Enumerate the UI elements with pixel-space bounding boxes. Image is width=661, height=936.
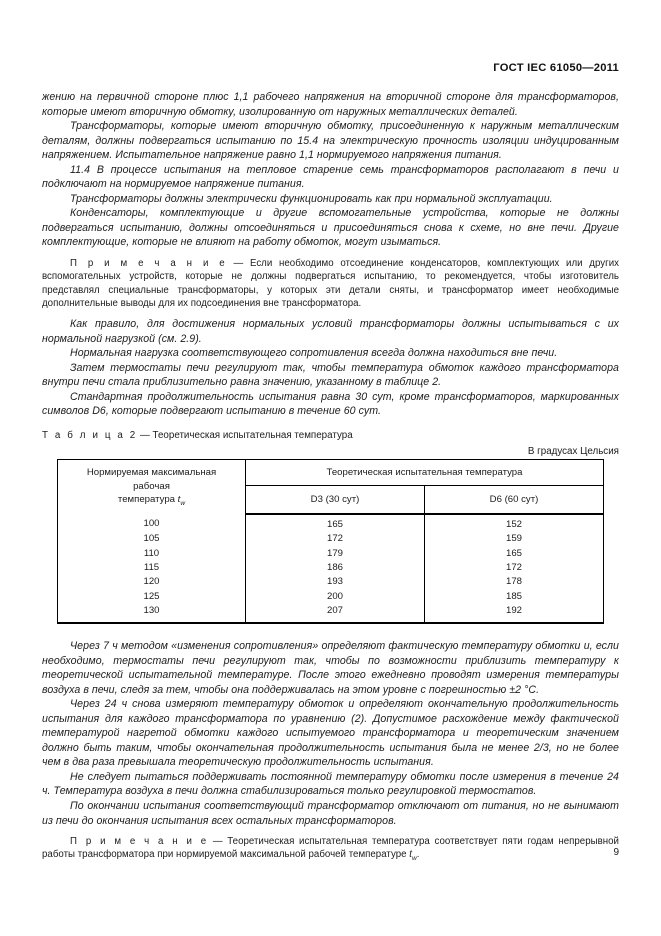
- table-caption-label: Т а б л и ц а 2: [42, 430, 138, 441]
- table-caption-text: — Теоретическая испытательная температура: [137, 430, 353, 441]
- note-label: П р и м е ч а н и е: [70, 836, 209, 848]
- table-units-note: В градусах Цельсия: [527, 446, 619, 457]
- paragraph-standard-duration: Стандартная продолжительность испытания равна 30 сут, кроме трансформаторов, маркированных символов D6, которые подвергают испытанию в течение 60 сут.: [42, 390, 619, 418]
- table-row: [58, 547, 604, 561]
- document-running-header: [42, 62, 619, 74]
- spacer: [42, 828, 619, 835]
- paragraph-thermostats: Затем термостаты печи регулируют так, чтобы температура обмоток каждого трансформатора внутри печи стала приблизительно равна значению, указанному в таблице 2.: [42, 361, 619, 389]
- cell-d6: 159: [425, 532, 604, 546]
- column-header-line1: Нормируемая максимальная рабочая: [86, 467, 217, 492]
- paragraph-capacitors: Конденсаторы, комплектующие и другие вспомогательные устройства, которые не должны подвергаться испытанию, должны отсоединяться и присоединяться снова к схеме, но вне печи. Другие комплектующие, которые не влияют на работу обмоток, могут изыматься.: [42, 207, 619, 249]
- cell-rated-temp: 115: [58, 561, 246, 575]
- cell-d6: 192: [425, 604, 604, 622]
- table-body: [58, 514, 604, 623]
- note-text-end: .: [416, 849, 420, 861]
- paragraph-no-constant-temp: Не следует пытаться поддерживать постоянной температуру обмотки после измерения в течение 24 ч. Температура воздуха в печи должна стабилизироваться только регулировкой термостатов.: [42, 770, 619, 798]
- paragraph-end-of-test: По окончании испытания соответствующий трансформатор отключают от питания, но не вынимают из печи до окончания испытания всех остальных трансформаторов.: [42, 800, 619, 827]
- page-number: 9: [613, 847, 619, 858]
- cell-rated-temp: 120: [58, 575, 246, 589]
- paragraph-continued: жению на первичной стороне плюс 1,1 рабочего напряжения на вторичной стороне для трансформаторов, которые имеют вторичную обмотку, изолированную от наружных металлических деталей.: [42, 91, 619, 118]
- theoretical-test-temperature-table: [57, 459, 604, 624]
- cell-d3: 207: [246, 604, 425, 622]
- clause-11-4: 11.4 В процессе испытания на тепловое старение семь трансформаторов располагают в печи и подключают на нормируемое напряжение питания.: [42, 163, 619, 191]
- body-upper: [42, 90, 619, 419]
- note-text: — Теоретическая испытательная температура соответствует пяти годам непрерывной работы трансформатора при нормируемой максимальной рабочей температуре: [42, 836, 619, 861]
- cell-d3: 193: [246, 575, 425, 589]
- table-row: [58, 604, 604, 622]
- spacer: [42, 250, 619, 257]
- body-lower: [42, 639, 619, 863]
- table-row: [58, 532, 604, 546]
- cell-d3: 186: [246, 561, 425, 575]
- symbol-tw: $t_w$: [409, 849, 417, 863]
- cell-rated-temp: 105: [58, 532, 246, 546]
- cell-d6: 178: [425, 575, 604, 589]
- column-header-line2: температура: [117, 494, 178, 506]
- cell-d3: 165: [246, 514, 425, 532]
- table-row: [58, 561, 604, 575]
- table-head: [58, 460, 604, 514]
- column-header-rated-max-operating-temp: [58, 460, 246, 514]
- table-row: [58, 575, 604, 589]
- cell-d6: 185: [425, 590, 604, 604]
- column-header-d6: D6 (60 сут): [425, 485, 604, 514]
- cell-d3: 172: [246, 532, 425, 546]
- cell-d6: 165: [425, 547, 604, 561]
- cell-d3: 179: [246, 547, 425, 561]
- paragraph-normal-conditions: Как правило, для достижения нормальных условий трансформаторы должны испытываться с их нормальной нагрузкой (см. 2.9).: [42, 318, 619, 345]
- table-2-wrapper: [57, 459, 604, 624]
- cell-d3: 200: [246, 590, 425, 604]
- cell-rated-temp: 130: [58, 604, 246, 622]
- spacer: [42, 310, 619, 317]
- cell-rated-temp: 125: [58, 590, 246, 604]
- cell-d6: 172: [425, 561, 604, 575]
- table-caption: [42, 430, 619, 441]
- note-text: — Если необходимо отсоединение конденсаторов, комплектующих или других вспомогательных устройств, которые не должны подвергаться испытанию, то рекомендуется, чтобы изготовитель представлял специальные трансформаторы, у которых эти детали сняты, и трансформатор имеет необходимые дополнительные выводы для их подсоединения вне трансформатора.: [42, 258, 619, 309]
- cell-rated-temp: 100: [58, 514, 246, 532]
- paragraph-normal-load: Нормальная нагрузка соответствующего сопротивления всегда должна находиться вне печи.: [70, 347, 558, 360]
- symbol-tw: $t_w$: [177, 494, 186, 508]
- note-capacitor-disconnection: [42, 257, 619, 310]
- cell-rated-temp: 110: [58, 547, 246, 561]
- symbol-tw-subscript: w: [180, 500, 186, 508]
- table-header-row-top: [58, 460, 604, 486]
- column-header-theoretical-test-temperature: Теоретическая испытательная температура: [246, 460, 604, 486]
- symbol-tw-subscript: w: [411, 855, 417, 863]
- note-label: П р и м е ч а н и е: [70, 258, 227, 270]
- table-row: [58, 590, 604, 604]
- paragraph-transformers-secondary-winding: Трансформаторы, которые имеют вторичную обмотку, присоединенную к наружным металлическим деталям, должны подвергаться испытанию по 15.4 на электрическую прочность изоляции индуцированным напряжением. Испытательное напряжение равно 1,1 нормируемого напряжения питания.: [42, 120, 619, 162]
- paragraph-24h-measurement: Через 24 ч снова измеряют температуру обмоток и определяют окончательную продолжительность испытания для каждого трансформатора по уравнению (2). Допустимое расхождение между фактической температурой нагретой обмотки каждого испытуемого трансформатора и теоретическим значением должно быть таким, чтобы окончательная продолжительность испытания была не менее 2/3, но не более чем в два раза превышала теоретическую продолжительность испытания.: [42, 698, 619, 769]
- table-row: [58, 514, 604, 532]
- standard-id: ГОСТ IEC 61050—2011: [493, 62, 619, 74]
- cell-d6: 152: [425, 514, 604, 532]
- paragraph-electrical-function: Трансформаторы должны электрически функционировать как при нормальной эксплуатации.: [70, 192, 553, 205]
- paragraph-7h-resistance-method: Через 7 ч методом «изменения сопротивления» определяют фактическую температуру обмотки и, если необходимо, термостаты печи регулируют так, чтобы по возможности приблизить температуру к теоретической испытательной температуре. После этого ежедневно проводят измерения температуры воздуха в печи, следя за тем, чтобы она поддерживалась на этом уровне с погрешностью ±2 °С.: [42, 640, 619, 696]
- column-header-d3: D3 (30 сут): [246, 485, 425, 514]
